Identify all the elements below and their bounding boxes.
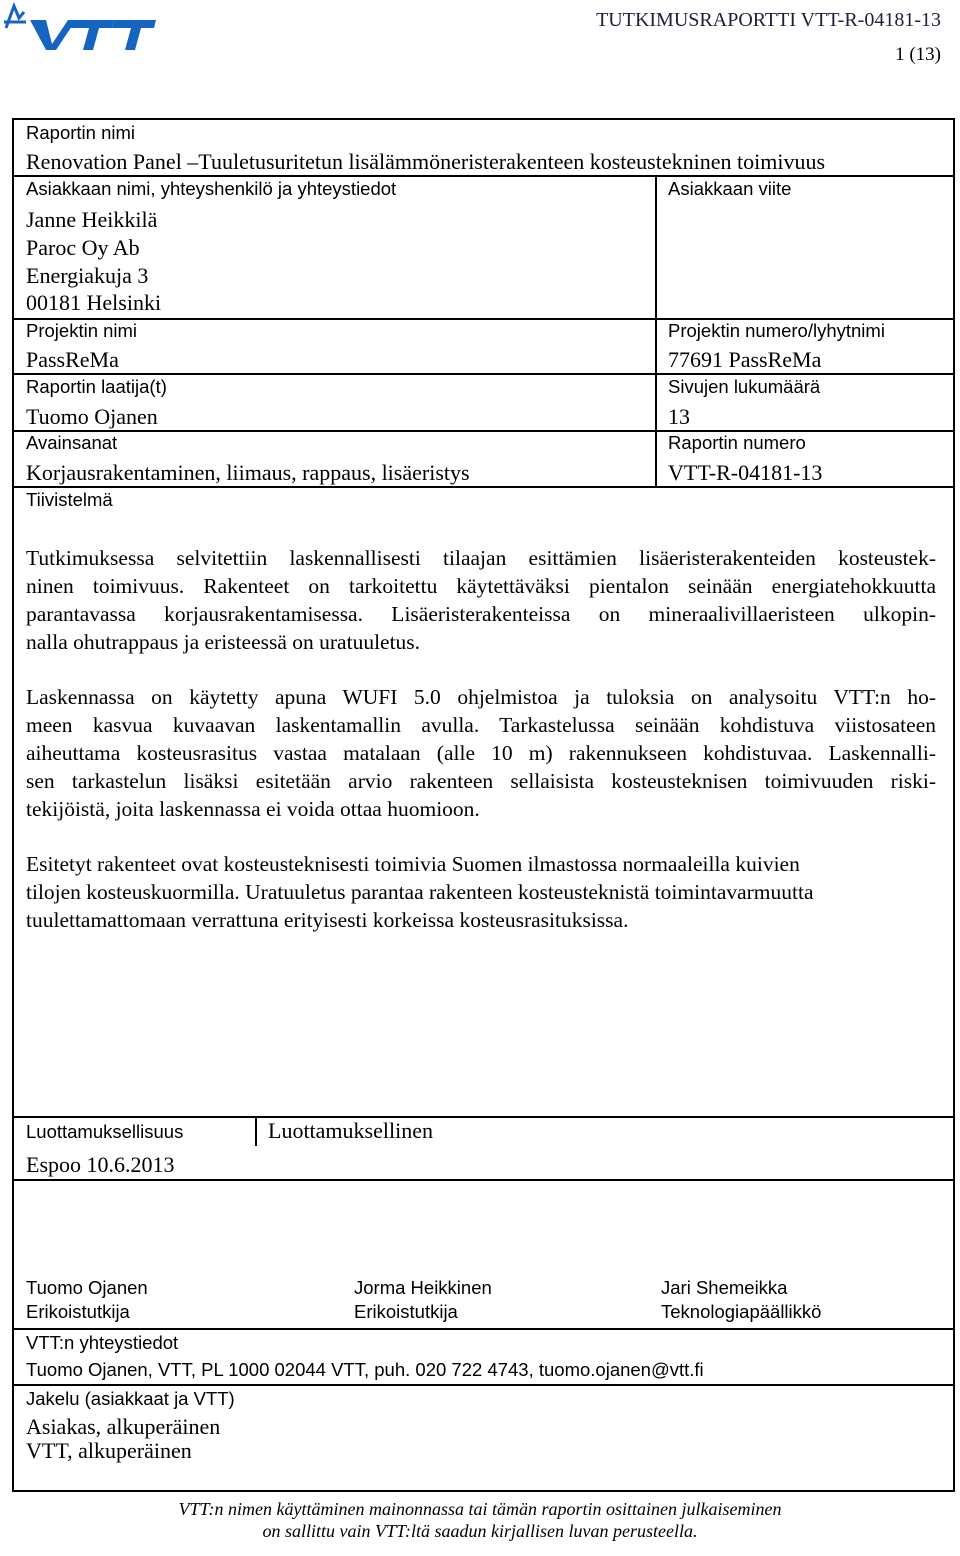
project-name-label: Projektin nimi xyxy=(26,320,138,341)
contact-value: Tuomo Ojanen, VTT, PL 1000 02044 VTT, puh. 020 722 4743, tuomo.ojanen@vtt.fi xyxy=(26,1359,704,1380)
divider xyxy=(12,1179,955,1181)
divider xyxy=(12,1116,955,1118)
summary-line: Laskennassa on käytetty apuna WUFI 5.0 ohjelmistoa ja tuloksia on analysoitu VTT:n ho- xyxy=(26,685,936,709)
summary-line: aiheuttama kosteusrasitus vastaa matalaan (alle 10 m) rakennukseen kohdistuvaa. Laskennalli- xyxy=(26,741,936,765)
summary-line: tilojen kosteuskuormilla. Uratuuletus parantaa rakenteen kosteusteknistä toimintavarmuutta xyxy=(26,880,814,904)
signer-title: Erikoistutkija xyxy=(26,1301,130,1322)
client-label: Asiakkaan nimi, yhteyshenkilö ja yhteystiedot xyxy=(26,178,397,199)
summary-paragraph xyxy=(26,544,936,656)
author-label: Raportin laatija(t) xyxy=(26,376,167,397)
divider xyxy=(12,175,955,177)
summary-line: sen tarkastelun lisäksi esitetään arvio rakenteen sellaisista kosteusteknisen toimivuuden riski- xyxy=(26,769,936,793)
report-number-value: VTT-R-04181-13 xyxy=(668,460,823,485)
signer-name: Jari Shemeikka xyxy=(661,1277,788,1298)
client-contact-line: Energiakuja 3 xyxy=(26,263,149,288)
client-contact-line: 00181 Helsinki xyxy=(26,290,162,315)
signer-title: Erikoistutkija xyxy=(354,1301,458,1322)
column-divider xyxy=(255,1116,257,1146)
divider xyxy=(12,486,955,488)
signer-title: Teknologiapäällikkö xyxy=(661,1301,822,1322)
summary-line: Esitetyt rakenteet ovat kosteusteknisesti toimivia Suomen ilmastossa normaaleilla kuivien xyxy=(26,852,800,876)
page-count-value: 13 xyxy=(668,404,690,429)
keywords-label: Avainsanat xyxy=(26,432,118,453)
divider xyxy=(12,1384,955,1386)
confidentiality-label: Luottamuksellisuus xyxy=(26,1121,184,1142)
summary-line: parantavassa korjausrakentamisessa. Lisäeristerakenteissa on mineraalivillaeristeen ulkopin- xyxy=(26,602,936,626)
column-divider xyxy=(655,175,657,486)
distribution-line: VTT, alkuperäinen xyxy=(26,1438,192,1463)
page-number: 1 (13) xyxy=(895,44,941,65)
summary-line: meen kasvua kuvaavan laskentamallin avulla. Tarkastelussa seinään kohdistuva viistosateen xyxy=(26,713,936,737)
page-count-label: Sivujen lukumäärä xyxy=(668,376,821,397)
project-name-value: PassReMa xyxy=(26,347,119,372)
footer-notice-line: VTT:n nimen käyttäminen mainonnassa tai tämän raportin osittainen julkaiseminen xyxy=(178,1499,782,1519)
client-contact-line: Paroc Oy Ab xyxy=(26,235,140,260)
summary-line: Tutkimuksessa selvitettiin laskennallisesti tilaajan esittämien lisäeristerakenteiden kosteustek- xyxy=(26,546,936,570)
signer-name: Jorma Heikkinen xyxy=(354,1277,492,1298)
summary-line: nalla ohutrappaus ja eristeessä on uratuuletus. xyxy=(26,630,421,654)
report-name-label: Raportin nimi xyxy=(26,122,135,143)
summary-line: ninen toimivuus. Rakenteet on tarkoitettu käytettäväksi pientalon seinään energiatehokkuutta xyxy=(26,574,936,598)
summary-label: Tiivistelmä xyxy=(26,489,113,510)
summary-paragraph xyxy=(26,683,936,823)
report-id-header: TUTKIMUSRAPORTTI VTT-R-04181-13 xyxy=(596,9,941,31)
place-date: Espoo 10.6.2013 xyxy=(26,1152,175,1177)
summary-line: tuulettamattomaan verrattuna erityisesti korkeissa kosteusrasituksissa. xyxy=(26,908,629,932)
summary-paragraph xyxy=(26,850,936,934)
contact-label: VTT:n yhteystiedot xyxy=(26,1332,179,1353)
project-number-value: 77691 PassReMa xyxy=(668,347,822,372)
project-number-label: Projektin numero/lyhytnimi xyxy=(668,320,885,341)
divider xyxy=(12,430,955,432)
footer-notice-line: on sallittu vain VTT:ltä saadun kirjallisen luvan perusteella. xyxy=(262,1521,698,1541)
client-contact-line: Janne Heikkilä xyxy=(26,207,158,232)
keywords-value: Korjausrakentaminen, liimaus, rappaus, lisäeristys xyxy=(26,460,470,485)
author-value: Tuomo Ojanen xyxy=(26,404,158,429)
distribution-label: Jakelu (asiakkaat ja VTT) xyxy=(26,1388,235,1409)
vtt-logo xyxy=(2,0,158,60)
divider xyxy=(12,373,955,375)
signer-name: Tuomo Ojanen xyxy=(26,1277,148,1298)
divider xyxy=(12,1328,955,1330)
report-name-value: Renovation Panel –Tuuletusuritetun lisälämmöneristerakenteen kosteustekninen toimivuus xyxy=(26,149,826,174)
report-number-label: Raportin numero xyxy=(668,432,806,453)
confidentiality-value: Luottamuksellinen xyxy=(268,1118,433,1143)
distribution-line: Asiakas, alkuperäinen xyxy=(26,1414,221,1439)
client-reference-label: Asiakkaan viite xyxy=(668,178,792,199)
summary-line: tekijöistä, joita laskennassa ei voida ottaa huomioon. xyxy=(26,797,480,821)
